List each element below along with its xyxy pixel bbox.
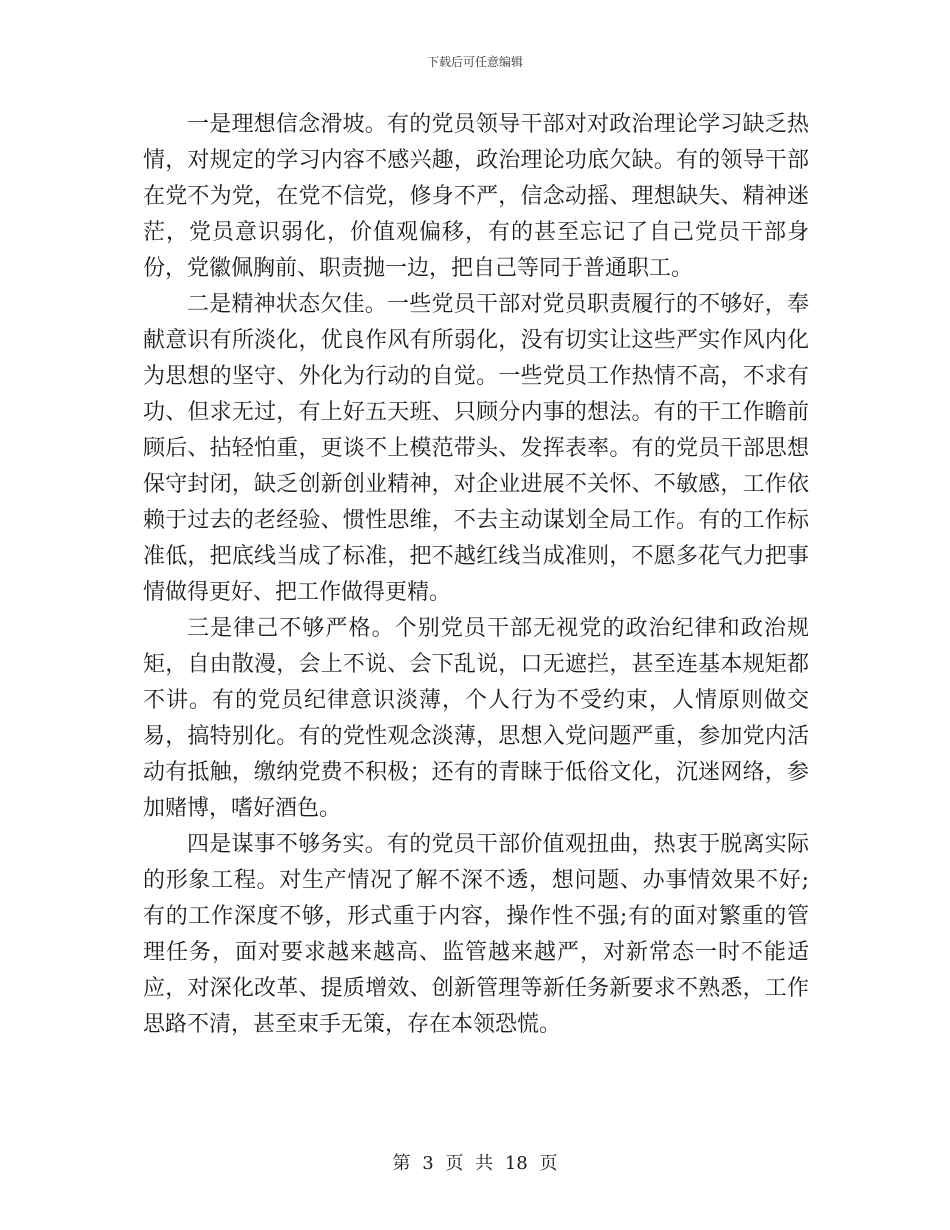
paragraph-ideals: 一是理想信念滑坡。有的党员领导干部对对政治理论学习缺乏热情，对规定的学习内容不感兴趣，政治理论功底欠缺。有的领导干部在党不为党，在党不信党，修身不严，信念动摇、理想缺失、精神迷茫，党员意识弱化，价值观偏移，有的甚至忘记了自己党员干部身份，党徽佩胸前、职责抛一边，把自己等同于普通职工。	[143, 112, 809, 281]
page-number-footer: 第 3 页 共 18 页	[392, 1153, 558, 1174]
paragraph-discipline: 三是律己不够严格。个别党员干部无视党的政治纪律和政治规矩，自由散漫，会上不说、会下乱说，口无遮拦，甚至连基本规矩都不讲。有的党员纪律意识淡薄，个人行为不受约束，人情原则做交易，搞特别化。有的党性观念淡薄，思想入党问题严重，参加党内活动有抵触，缴纳党费不积极；还有的青睐于低俗文化，沉迷网络，参加赌博，嗜好酒色。	[143, 616, 809, 821]
paragraph-practicality: 四是谋事不够务实。有的党员干部价值观扭曲，热衷于脱离实际的形象工程。对生产情况了解不深不透，想问题、办事情效果不好;有的工作深度不够，形式重于内容，操作性不强;有的面对繁重的管理任务，面对要求越来越高、监管越来越严，对新常态一时不能适应，对深化改革、提质增效、创新管理等新任务新要求不熟悉，工作思路不清，甚至束手无策，存在本领恐慌。	[143, 832, 809, 1037]
document-body	[143, 107, 809, 1043]
page-header: 下载后可任意编辑	[426, 55, 523, 69]
paragraph-spirit: 二是精神状态欠佳。一些党员干部对党员职责履行的不够好，奉献意识有所淡化，优良作风有所弱化，没有切实让这些严实作风内化为思想的坚守、外化为行动的自觉。一些党员工作热情不高，不求有功、但求无过，有上好五天班、只顾分内事的想法。有的干工作瞻前顾后、拈轻怕重，更谈不上模范带头、发挥表率。有的党员干部思想保守封闭，缺乏创新创业精神，对企业进展不关怀、不敏感，工作依赖于过去的老经验、惯性思维，不去主动谋划全局工作。有的工作标准低，把底线当成了标准，把不越红线当成准则，不愿多花气力把事情做得更好、把工作做得更精。	[143, 292, 809, 605]
